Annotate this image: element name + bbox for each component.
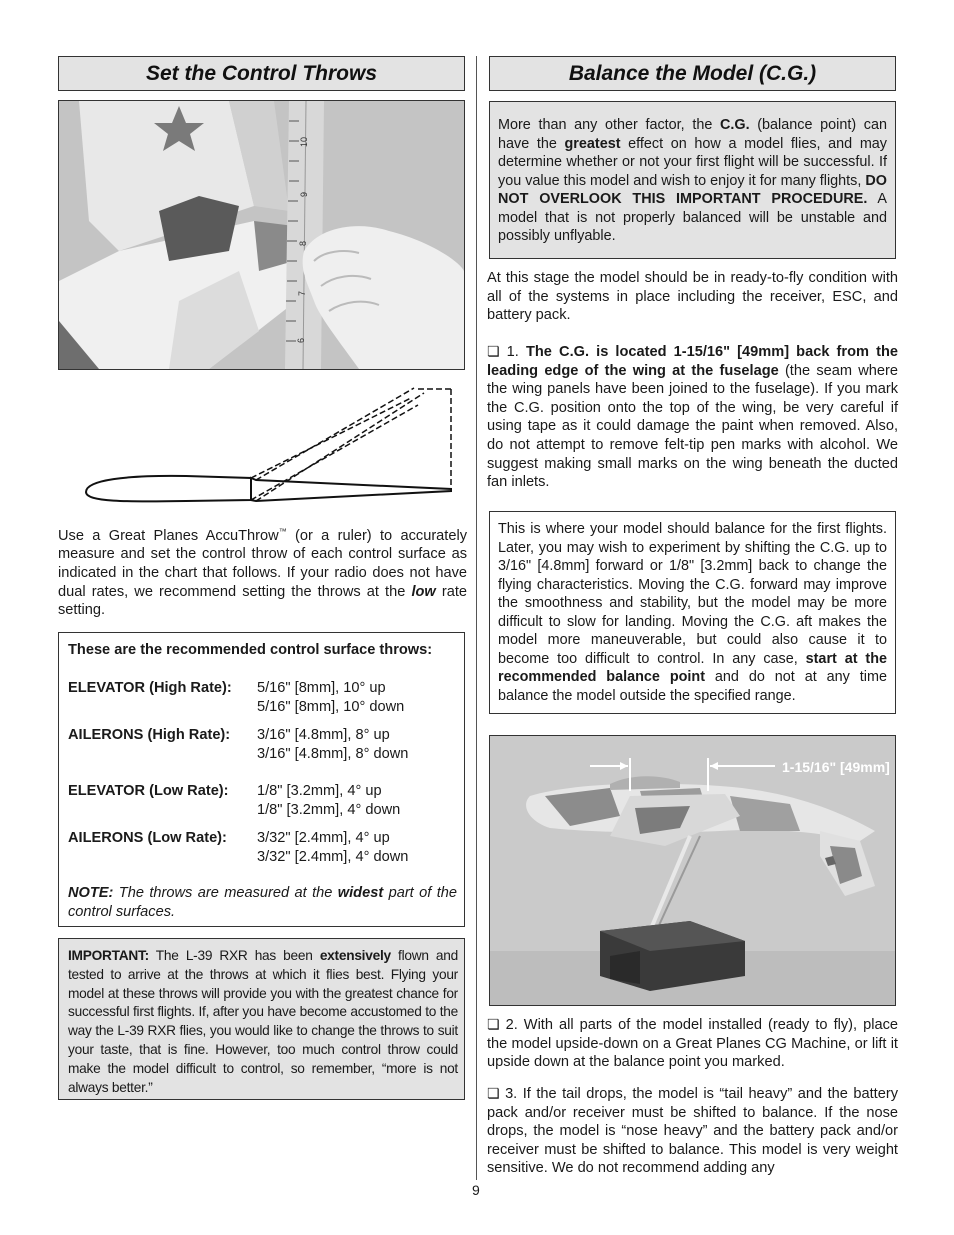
step-3-paragraph: ❏ 3. If the tail drops, the model is “tail heavy” and the battery pack and/or receiver must be shifted to balance. If the nose drops, the model is “nose heavy” and the battery pack and/or receiver must be shifted to balance. This model is very weight sensitive. We do not recommend adding any [487,1086,898,1177]
throws-row-down: 1/8" [3.2mm], 4° down [257,802,401,818]
step-2-paragraph: ❏ 2. With all parts of the model installed (ready to fly), place the model upside-down on a Great Planes CG Machine, or lift it upside down at the balance point you marked. [487,1017,898,1071]
section-title: Balance the Model (C.G.) [568,61,817,85]
throws-row [68,829,458,869]
balance-range-text: This is where your model should balance for the first flights. Later, you may wish to experiment by shifting the C.G. up to 3/16" [4.8mm] forward or 1/8" [3.2mm] back to change the flying characteristics. Moving the C.G. forward may improve the smoothness and stability, but the model may be more difficult to slow for landing. Moving the C.G. aft makes the model more maneuverable, but could also cause it to become too difficult to control. In any case, start at the recommended balance point and do not at any time balance the model outside the specified range. [498,521,887,704]
throws-table-heading: These are the recommended control surface throws: [68,642,433,658]
important-text: IMPORTANT: The L-39 RXR has been extensively flown and tested to arrive at the throws at which it flies best. Flying your model at these throws will provide you with the greatest chance for successful first flights. If, after you have become accustomed to the way the L-39 RXR flies, you would like to change the throws to suit your taste, that is fine. However, too much control throw could make the model difficult to control, so remember, “more is not always better.” [68,948,459,1095]
throws-row-up: 1/8" [3.2mm], 4° up [257,783,382,799]
ruler-number: 6 [296,337,306,343]
ruler-number: 8 [298,240,308,246]
page-number: 9 [472,1182,480,1198]
balance-range-box [489,511,896,714]
throws-note: NOTE: The throws are measured at the widest part of the control surfaces. [68,885,457,920]
section-header-balance [489,56,896,91]
ruler-number: 9 [299,191,309,197]
cg-dimension-label: 1-15/16" [49mm] [782,759,890,775]
throws-row [68,726,458,766]
ruler-number: 10 [299,136,309,147]
column-divider [476,56,477,1180]
accuthrow-paragraph: Use a Great Planes AccuThrow™ (or a ruler) to accurately measure and set the control throw of each control surface as indicated in the chart that follows. If your radio does not have dual rates, we recommend setting the throws at the low rate setting. [58,527,468,619]
cg-intro-text: More than any other factor, the C.G. (balance point) can have the greatest effect on how a model flies, and may determine whether or not your first flight will be successful. If you value this model and wish to enjoy it for many flights, DO NOT OVERLOOK THIS IMPORTANT PROCEDURE. A model that is not properly balanced will be unstable and possibly unflyable. [498,117,888,244]
throws-row-down: 5/16" [8mm], 10° down [257,699,405,715]
deflection-line [256,388,414,480]
deflection-line [251,398,411,478]
throws-row-label: ELEVATOR (Low Rate): [68,783,229,799]
throws-row-label: AILERONS (High Rate): [68,727,231,743]
throws-row-label: ELEVATOR (High Rate): [68,680,232,696]
throws-table-box [58,632,465,927]
cg-machine-photo [489,735,896,1006]
section-header-control-throws [58,56,465,91]
throw-diagram [66,385,458,510]
throws-row-down: 3/16" [4.8mm], 8° down [257,746,409,762]
control-throw-photo [58,100,465,370]
throws-row-up: 3/16" [4.8mm], 8° up [257,727,390,743]
throws-row [68,782,458,822]
checkbox-icon[interactable]: ❏ [487,1086,500,1102]
throws-row-down: 3/32" [2.4mm], 4° down [257,849,409,865]
control-throw-photo-drawing [59,101,464,369]
important-box [58,938,465,1100]
step-1-paragraph: ❏ 1. The C.G. is located 1-15/16" [49mm] back from the leading edge of the wing at the fuselage (the seam where the wing panels have been joined to the fuselage). If you mark the C.G. position onto the top of the wing, be very careful if using tape as it could damage the paint when removed. Also, do not attempt to remove felt-tip pen marks with alcohol. We suggest making small marks on the wing beneath the ducted fan inlets. [487,344,898,491]
cg-machine-photo-drawing [490,736,895,1005]
checkbox-icon[interactable]: ❏ [487,1017,500,1033]
throws-row [68,679,458,719]
throws-row-up: 3/32" [2.4mm], 4° up [257,830,390,846]
section-title: Set the Control Throws [146,61,377,85]
checkbox-icon[interactable]: ❏ [487,344,500,360]
ruler-number: 7 [297,290,307,296]
airfoil-outline [86,476,251,502]
cg-intro-box [489,101,896,259]
control-surface-neutral [251,478,451,501]
ready-paragraph: At this stage the model should be in ready-to-fly condition with all of the systems in place including the receiver, ESC, and battery pack. [487,270,898,324]
throws-row-label: AILERONS (Low Rate): [68,830,227,846]
throws-row-up: 5/16" [8mm], 10° up [257,680,386,696]
